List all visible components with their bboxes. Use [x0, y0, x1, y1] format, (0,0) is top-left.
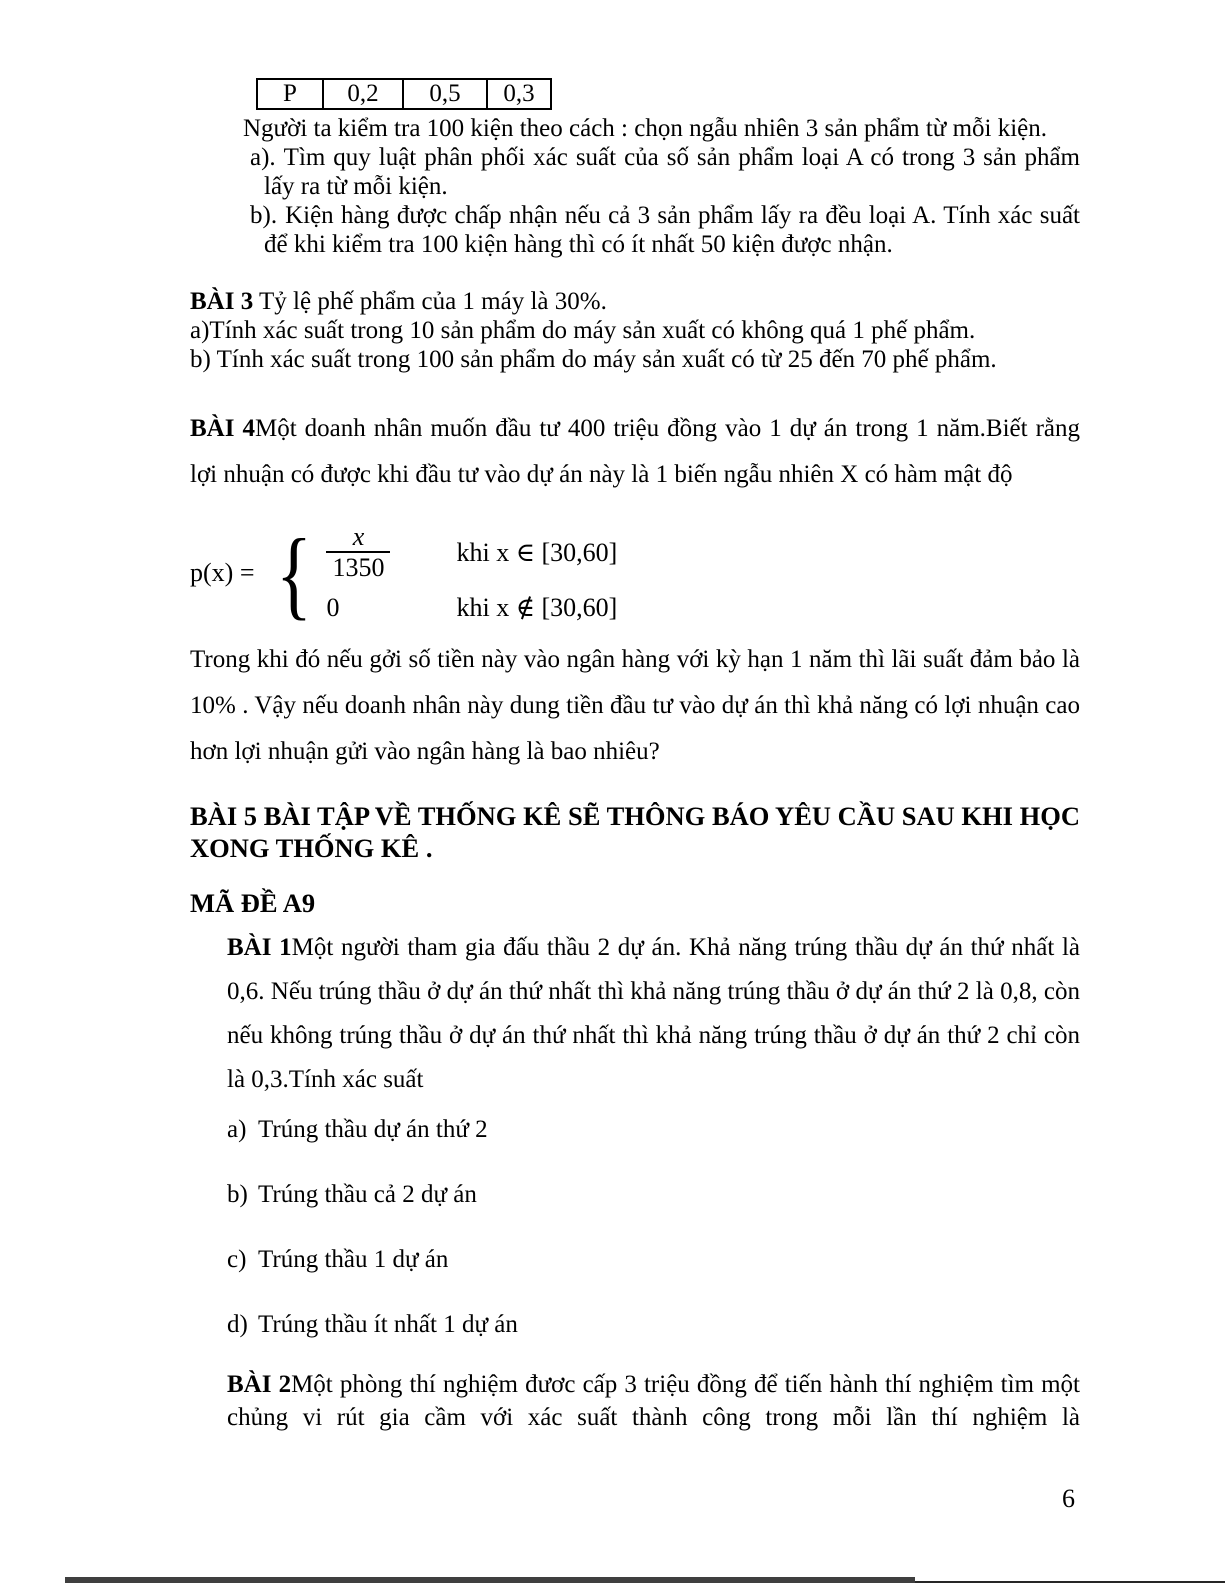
option-label: c)	[227, 1246, 247, 1273]
bai2-text: Một phòng thí nghiệm đươc cấp 3 triệu đồng để tiến hành thí nghiệm tìm một chủng vi rút gia cầm với xác suất thành công trong mỗi lần thí nghiệm là	[227, 1371, 1080, 1431]
section-bai1	[227, 926, 1080, 1102]
option-b	[227, 1181, 1080, 1208]
table-row	[257, 79, 551, 109]
fraction-stack	[326, 523, 390, 583]
section-bai5-heading: BÀI 5 BÀI TẬP VỀ THỐNG KÊ SẼ THÔNG BÁO YÊU CẦU SAU KHI HỌC XONG THỐNG KÊ .	[190, 801, 1080, 863]
fraction-denominator: 1350	[326, 551, 390, 583]
fraction-numerator: x	[352, 522, 365, 551]
option-label: b)	[227, 1181, 248, 1208]
bai1-options	[227, 1116, 1080, 1338]
table-cell-02: 0,2	[323, 79, 403, 109]
item-text: Tìm quy luật phân phối xác suất của số sản phẩm loại A có trong 3 sản phẩm lấy ra từ mỗi kiện.	[264, 144, 1080, 200]
table-cell-05: 0,5	[403, 79, 487, 109]
intro-paragraph: Người ta kiểm tra 100 kiện theo cách : chọn ngẫu nhiên 3 sản phẩm từ mỗi kiện.	[243, 115, 1048, 142]
case-2-value: 0	[326, 593, 340, 622]
option-text: Trúng thầu ít nhất 1 dự án	[258, 1311, 518, 1338]
case-2-condition: khi x ∉ [30,60]	[456, 593, 618, 622]
item-label: a).	[250, 144, 276, 171]
bai4-after-paragraph: Trong khi đó nếu gởi số tiền này vào ngân hàng với kỳ hạn 1 năm thì lãi suất đảm bảo là 10% . Vậy nếu doanh nhân này dung tiền đầu tư vào dự án thì khả năng có lợi nhuận cao hơn lợi nhuận gửi vào ngân hàng là bao nhiêu?	[190, 646, 1080, 765]
formula-case-1	[326, 523, 617, 583]
case-1-condition: khi x ∈ [30,60]	[456, 538, 618, 567]
list-item-b	[250, 201, 1080, 259]
bai3-line-a: a)Tính xác suất trong 10 sản phẩm do máy sản xuất có không quá 1 phế phẩm.	[190, 317, 976, 344]
section-bai2	[227, 1368, 1080, 1434]
formula-lhs: p(x) =	[190, 558, 255, 587]
table-cell-03: 0,3	[487, 79, 551, 109]
page-content	[190, 0, 1080, 1434]
next-page-edge-bar	[65, 1577, 915, 1583]
item-label: b).	[250, 202, 278, 229]
bai1-text: Một người tham gia đấu thầu 2 dự án. Khả năng trúng thầu dự án thứ nhất là 0,6. Nếu trúng thầu ở dự án thứ nhất thì khả năng trúng thầu ở dự án thứ 2 là 0,8, còn nếu không trúng thầu ở dự án thứ nhất thì khả năng trúng thầu ở dự án thứ 2 chỉ còn là 0,3.Tính xác suất	[227, 934, 1080, 1093]
question-list	[250, 143, 1080, 259]
section-bai4	[190, 406, 1080, 498]
option-c	[227, 1246, 1080, 1273]
option-label: a)	[227, 1116, 247, 1143]
density-function-formula	[190, 517, 1080, 629]
exam-code-heading: MÃ ĐỀ A9	[190, 888, 316, 918]
fraction	[326, 523, 414, 583]
section-bai3	[190, 287, 1080, 374]
option-a	[227, 1116, 1080, 1143]
bai4-label: BÀI 4	[190, 415, 255, 442]
probability-table	[256, 78, 552, 110]
page-number: 6	[1062, 1484, 1075, 1513]
option-d	[227, 1311, 1080, 1338]
table-cell-p: P	[257, 79, 323, 109]
formula-cases	[326, 523, 617, 623]
bai1-label: BÀI 1	[227, 934, 292, 961]
left-brace-glyph: {	[276, 517, 313, 629]
next-page-edge-line	[915, 1581, 1225, 1583]
option-text: Trúng thầu cả 2 dự án	[258, 1181, 477, 1208]
bai3-line-b: b) Tính xác suất trong 100 sản phẩm do máy sản xuất có từ 25 đến 70 phế phẩm.	[190, 346, 997, 373]
bai3-label: BÀI 3	[190, 288, 254, 315]
option-text: Trúng thầu 1 dự án	[258, 1246, 449, 1273]
item-text: Kiện hàng được chấp nhận nếu cả 3 sản phẩm lấy ra đều loại A. Tính xác suất để khi kiểm tra 100 kiện hàng thì có ít nhất 50 kiện được nhận.	[264, 202, 1080, 258]
formula-case-2	[326, 593, 617, 623]
option-text: Trúng thầu dự án thứ 2	[258, 1116, 488, 1143]
bai2-label: BÀI 2	[227, 1371, 292, 1398]
bai4-text: Một doanh nhân muốn đầu tư 400 triệu đồng vào 1 dự án trong 1 năm.Biết rằng lợi nhuận có được khi đầu tư vào dự án này là 1 biến ngẫu nhiên X có hàm mật độ	[190, 415, 1081, 488]
bai3-intro: Tỷ lệ phế phẩm của 1 máy là 30%.	[259, 288, 607, 315]
list-item-a	[250, 143, 1080, 201]
bai3-intro-line	[190, 287, 1080, 316]
option-label: d)	[227, 1311, 248, 1338]
